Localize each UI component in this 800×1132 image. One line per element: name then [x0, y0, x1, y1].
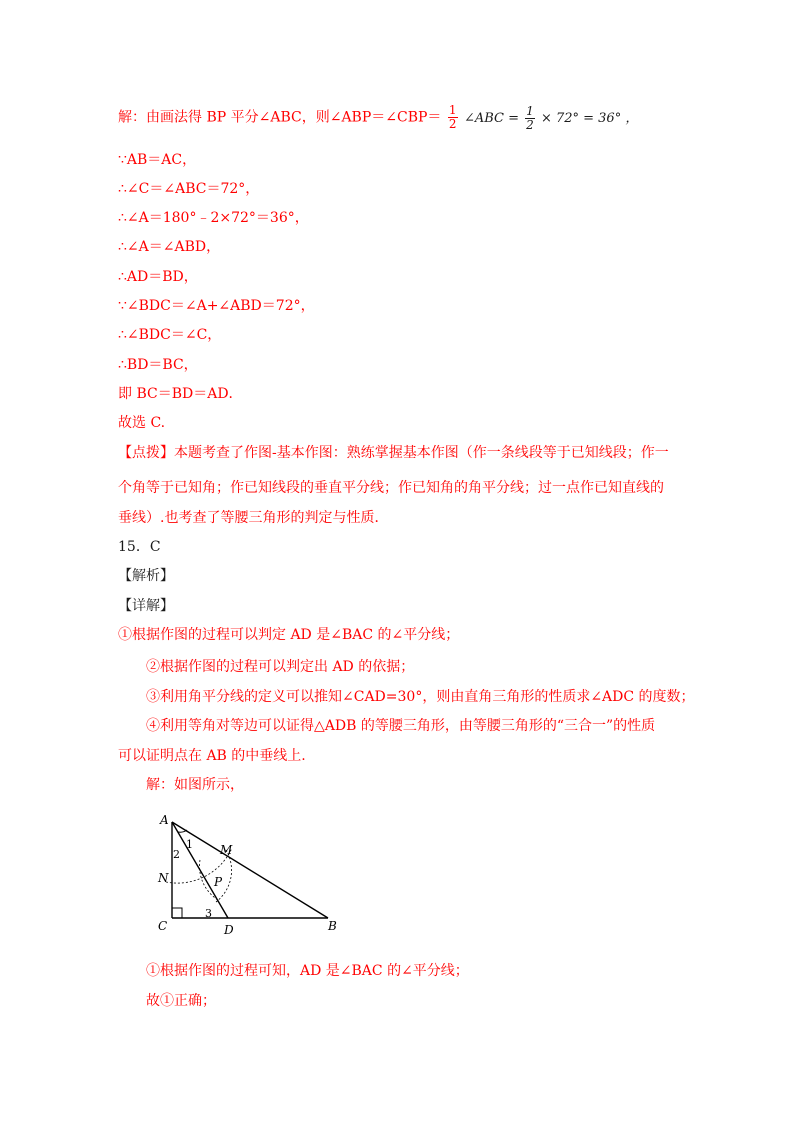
math-result: × 72° = 36° ， [540, 110, 639, 126]
question-number: 15．C [118, 539, 161, 555]
right-angle-mark [172, 908, 182, 918]
label-p: P [214, 875, 223, 889]
fraction-half-1 [448, 104, 458, 131]
math-block [463, 103, 639, 132]
label-a: A [160, 813, 169, 827]
triangle-diagram [148, 808, 348, 938]
step-line: ∴∠A＝∠ABD， [118, 239, 221, 255]
solution-intro-prefix: 解：由画法得 BP 平分∠ABC，则∠ABP＝∠CBP＝ [118, 109, 442, 126]
dianbo-line: 个角等于已知角；作已知线段的垂直平分线；作已知角的角平分线；过一点作已知直线的 [118, 480, 664, 496]
conclusion-line: 故①正确； [146, 993, 216, 1009]
label-m: M [220, 843, 233, 857]
fraction-half-2 [525, 105, 535, 132]
jiexi-heading: 【解析】 [118, 568, 174, 584]
point-line: ③利用角平分线的定义可以推知∠CAD=30°，则由直角三角形的性质求∠ADC 的度数； [146, 689, 695, 705]
step-line: ∴∠C＝∠ABC＝72°， [118, 181, 260, 197]
label-angle-3: 3 [205, 907, 212, 920]
step-line: ∴AD＝BD， [118, 269, 198, 285]
step-line: ∴BD＝BC， [118, 357, 198, 373]
fraction-denominator: 2 [526, 117, 534, 132]
point-line: ②根据作图的过程可以判定出 AD 的依据； [146, 659, 415, 675]
label-d: D [224, 923, 234, 937]
label-angle-1: 1 [186, 838, 193, 851]
angle-1-arc [178, 830, 187, 832]
fraction-denominator: 2 [448, 117, 457, 131]
conclusion-line: ①根据作图的过程可知，AD 是∠BAC 的∠平分线； [146, 963, 469, 979]
side-ab [172, 822, 328, 918]
label-n: N [158, 871, 169, 885]
point-line: ④利用等角对等边可以证得△ADB 的等腰三角形，由等腰三角形的“三合一”的性质 [146, 718, 656, 734]
step-line: ∴∠BDC＝∠C， [118, 327, 222, 343]
fraction-numerator: 1 [448, 103, 457, 117]
point-line: ①根据作图的过程可以判定 AD 是∠BAC 的∠平分线； [118, 627, 460, 643]
jie-line: 解：如图所示， [146, 777, 244, 793]
math-angle-abc: ∠ABC = [463, 110, 520, 126]
solution-intro [118, 104, 638, 132]
step-line: 故选 C. [118, 415, 166, 431]
label-b: B [328, 919, 337, 933]
step-line: 即 BC＝BD＝AD． [118, 386, 243, 402]
step-line: ∵∠BDC＝∠A+∠ABD＝72°， [118, 298, 315, 314]
label-c: C [158, 919, 168, 933]
dianbo-line: 【点拨】本题考查了作图-基本作图：熟练掌握基本作图（作一条线段等于已知线段；作一 [118, 445, 669, 461]
label-angle-2: 2 [173, 848, 180, 861]
xiangjie-heading: 【详解】 [118, 598, 174, 614]
step-line: ∴∠A＝180°﹣2×72°＝36°， [118, 210, 309, 226]
bisector-ad [172, 822, 228, 918]
dianbo-line: 垂线）.也考查了等腰三角形的判定与性质． [118, 510, 389, 526]
point-line: 可以证明点在 AB 的中垂线上. [118, 748, 306, 764]
fraction-numerator: 1 [526, 103, 534, 118]
geometry-figure [148, 808, 348, 942]
step-line: ∵AB＝AC， [118, 152, 197, 168]
